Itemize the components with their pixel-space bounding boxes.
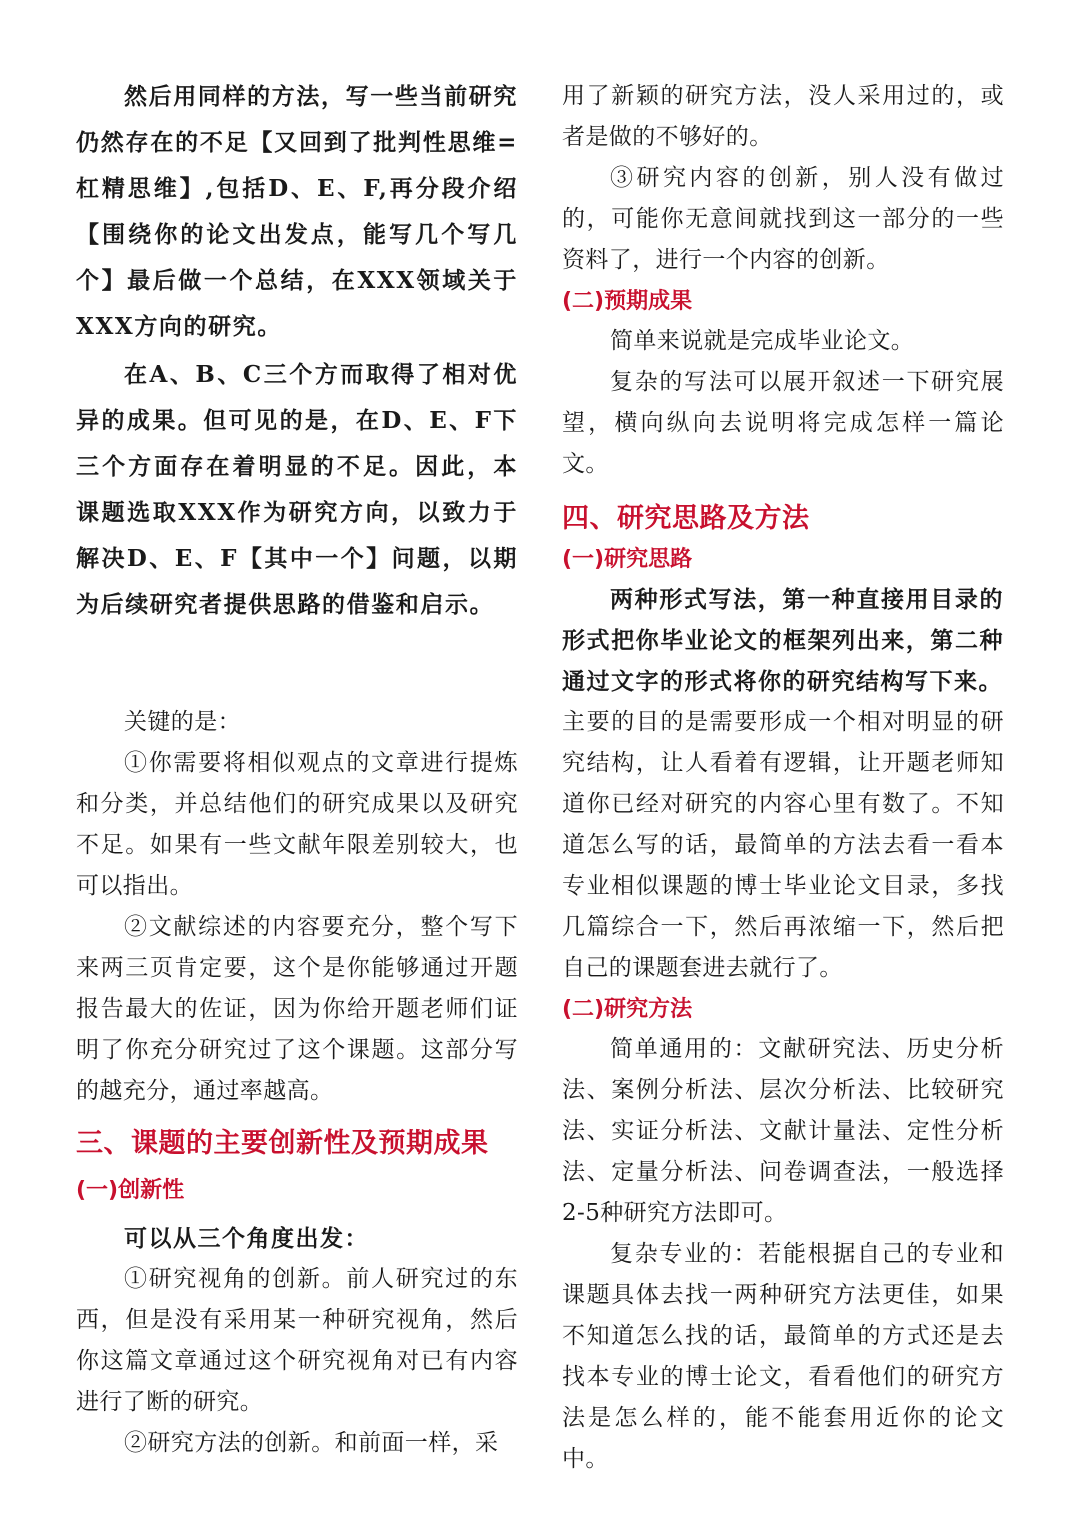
section-3-title: 三、课题的主要创新性及预期成果 <box>76 1128 489 1159</box>
subsection-idea-title: (一)研究思路 <box>562 547 693 572</box>
method-common: 简单通用的：文献研究法、历史分析法、案例分析法、层次分析法、比较研究法、实证分析法、文献计量法、定性分析法、定量分析法、问卷调查法，一般选择2-5种研究方法即可。 <box>562 1036 1004 1226</box>
innovation-method-continued: 用了新颖的研究方法，没人采用过的，或者是做的不够好的。 <box>562 83 1004 150</box>
left-column <box>76 74 518 1464</box>
key-point-1: ①你需要将相似观点的文章进行提炼和分类，并总结他们的研究成果以及研究不足。如果有一些文献年限差别较大，也可以指出。 <box>76 750 518 899</box>
method-advanced: 复杂专业的：若能根据自己的专业和课题具体去找一两种研究方法更佳，如果不知道怎么找的话，最简单的方式还是去找本专业的博士论文，看看他们的研究方法是怎么样的，能不能套用近你的论文中。 <box>562 1241 1004 1472</box>
innovation-intro: 可以从三个角度出发： <box>124 1225 369 1252</box>
idea-purpose: 主要的目的是需要形成一个相对明显的研究结构，让人看着有逻辑，让开题老师知道你已经对研究的内容心里有数了。不知道怎么写的话，最简单的方法去看一看本专业相似课题的博士毕业论文目录，多找几篇综合一下，然后再浓缩一下，然后把自己的课题套进去就行了。 <box>562 709 1004 981</box>
right-column <box>562 76 1004 1480</box>
key-point-2: ②文献综述的内容要充分，整个写下来两三页肯定要，这个是你能够通过开题报告最大的佐证，因为你给开题老师们证明了你充分研究过了这个课题。这部分写的越充分，通过率越高。 <box>76 914 518 1104</box>
section-4-title: 四、研究思路及方法 <box>562 503 810 534</box>
expected-complex: 复杂的写法可以展开叙述一下研究展望，横向纵向去说明将完成怎样一篇论文。 <box>562 369 1004 477</box>
innovation-method-start: ②研究方法的创新。和前面一样，采 <box>124 1430 499 1456</box>
subsection-innovation-title: (一)创新性 <box>76 1178 185 1203</box>
expected-simple: 简单来说就是完成毕业论文。 <box>610 328 915 354</box>
key-points-intro: 关键的是： <box>124 709 241 735</box>
innovation-content: ③研究内容的创新，别人没有做过的，可能你无意间就找到这一部分的一些资料了，进行一个内容的创新。 <box>562 165 1004 273</box>
paragraph-shortcomings: 然后用同样的方法，写一些当前研究仍然存在的不足【又回到了批判性思维=杠精思维】,包括D、E、F,再分段介绍【围绕你的论文出发点，能写几个写几个】最后做一个总结，在XXX领域关于XXX方向的研究。 <box>76 83 518 340</box>
innovation-perspective: ①研究视角的创新。前人研究过的东西，但是没有采用某一种研究视角，然后你这篇文章通过这个研究视角对已有内容进行了断的研究。 <box>76 1266 518 1415</box>
paragraph-summary: 在A、B、C三个方而取得了相对优异的成果。但可见的是，在D、E、F下三个方面存在着明显的不足。因此，本课题选取XXX作为研究方向，以致力于解决D、E、F【其中一个】问题，以期为后续研究者提供思路的借鉴和启示。 <box>76 361 518 618</box>
subsection-method-title: (二)研究方法 <box>562 997 693 1022</box>
subsection-expected-title: (二)预期成果 <box>562 289 693 314</box>
idea-two-forms: 两种形式写法，第一种直接用目录的形式把你毕业论文的框架列出来，第二种通过文字的形式将你的研究结构写下来。 <box>562 586 1004 695</box>
